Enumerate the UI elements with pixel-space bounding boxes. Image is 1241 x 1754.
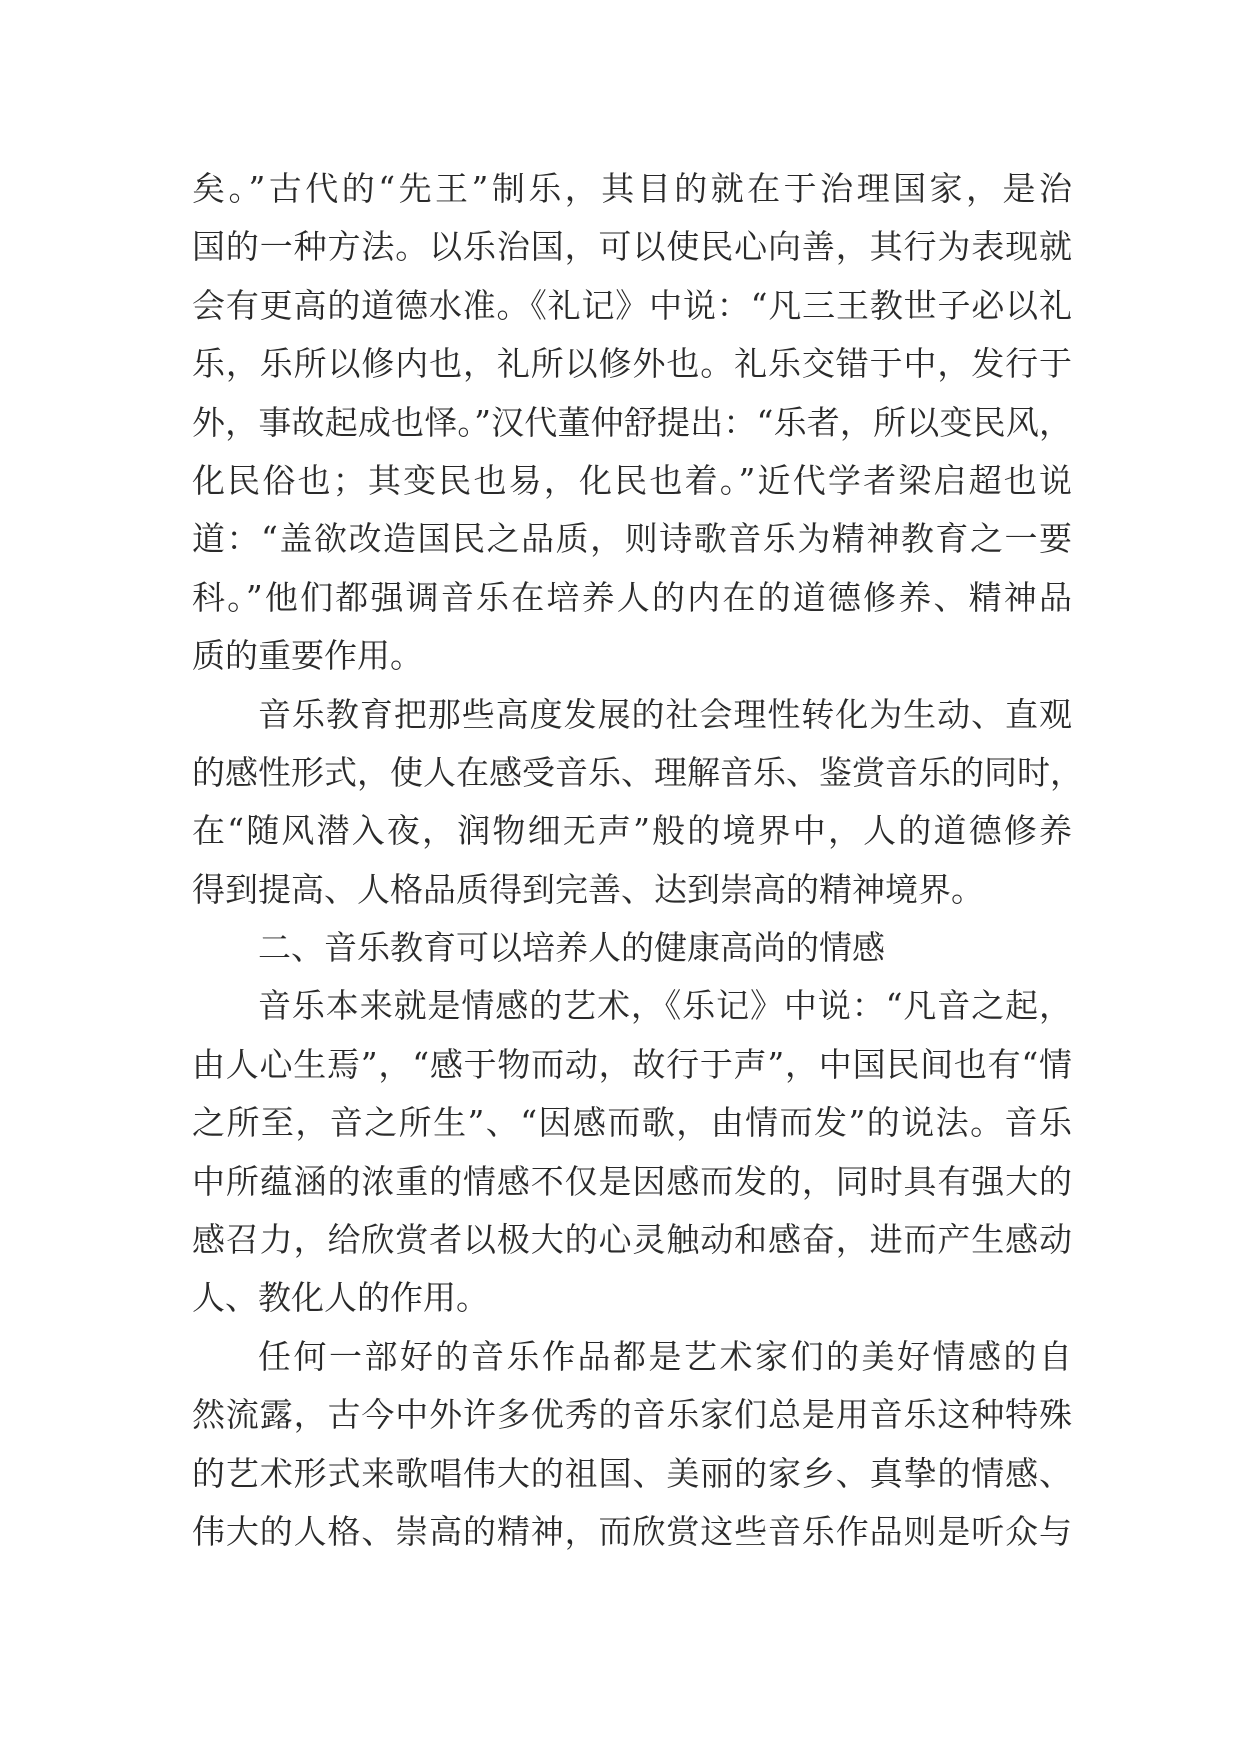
text-line: 伟大的人格、崇高的精神，而欣赏这些音乐作品则是听众与 <box>192 1511 1072 1551</box>
text-line: 外，事故起成也怿。”汉代董仲舒提出：“乐者，所以变民风， <box>192 402 1072 442</box>
text-line: 道：“盖欲改造国民之品质，则诗歌音乐为精神教育之一要 <box>192 519 1072 559</box>
paragraph-first-line: 任何一部好的音乐作品都是艺术家们的美好情感的自 <box>258 1336 1072 1376</box>
text-line: 的感性形式，使人在感受音乐、理解音乐、鉴赏音乐的同时， <box>192 752 1083 792</box>
text-line: 感召力，给欣赏者以极大的心灵触动和感奋，进而产生感动 <box>192 1220 1072 1260</box>
text-line: 质的重要作用。 <box>192 636 423 676</box>
text-line: 在“随风潜入夜，润物细无声”般的境界中，人的道德修养 <box>192 811 1072 851</box>
paragraph-first-line: 音乐本来就是情感的艺术，《乐记》中说：“凡音之起， <box>258 986 1072 1026</box>
text-line: 之所至，音之所生”、“因感而歌，由情而发”的说法。音乐 <box>192 1103 1072 1143</box>
text-line: 国的一种方法。以乐治国，可以使民心向善，其行为表现就 <box>192 227 1072 267</box>
text-line: 的艺术形式来歌唱伟大的祖国、美丽的家乡、真挚的情感、 <box>192 1453 1072 1493</box>
section-heading: 二、音乐教育可以培养人的健康高尚的情感 <box>258 928 885 968</box>
text-line: 得到提高、人格品质得到完善、达到崇高的精神境界。 <box>192 869 984 909</box>
text-line: 会有更高的道德水准。《礼记》中说：“凡三王教世子必以礼 <box>192 285 1072 325</box>
text-line: 科。”他们都强调音乐在培养人的内在的道德修养、精神品 <box>192 577 1072 617</box>
text-line: 人、教化人的作用。 <box>192 1278 489 1318</box>
text-line: 化民俗也；其变民也易，化民也着。”近代学者梁启超也说 <box>192 460 1072 500</box>
text-line: 矣。”古代的“先王”制乐，其目的就在于治理国家，是治 <box>192 169 1072 208</box>
paragraph-first-line: 音乐教育把那些高度发展的社会理性转化为生动、直观 <box>258 694 1072 734</box>
text-line: 然流露，古今中外许多优秀的音乐家们总是用音乐这种特殊 <box>192 1395 1072 1435</box>
text-line: 中所蕴涵的浓重的情感不仅是因感而发的，同时具有强大的 <box>192 1161 1072 1201</box>
text-line: 乐，乐所以修内也，礼所以修外也。礼乐交错于中，发行于 <box>192 344 1072 384</box>
document-body <box>192 160 1083 1561</box>
text-line: 由人心生焉”，“感于物而动，故行于声”，中国民间也有“情 <box>192 1044 1072 1084</box>
